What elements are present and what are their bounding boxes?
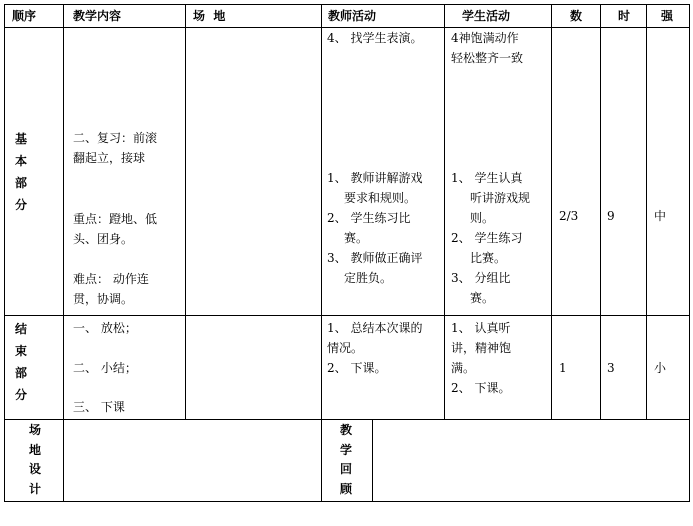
ending-intensity: 小: [654, 361, 667, 375]
basic-teacher-line2: 要求和规则。: [344, 191, 417, 205]
header-teacher: 教师活动: [328, 9, 377, 23]
rule-right: [689, 4, 690, 502]
ending-content-line3: 三、 下课: [73, 400, 125, 414]
rule-col1: [63, 4, 64, 502]
ending-student-line3: 满。: [451, 361, 476, 375]
header-content: 教学内容: [73, 9, 122, 23]
header-time: 时: [618, 9, 631, 23]
ending-count: 1: [559, 361, 567, 375]
basic-student-line5: 比赛。: [470, 251, 507, 265]
basic-student-line1: 1、 学生认真: [451, 171, 523, 185]
ending-content-line1: 一、 放松；: [73, 321, 137, 335]
venue-design-label: 场 地 设 计: [28, 423, 41, 496]
basic-teacher-line6: 定胜负。: [344, 271, 393, 285]
header-order: 顺序: [12, 9, 37, 23]
header-count: 数: [570, 9, 583, 23]
basic-student-top-line2: 轻松整齐一致: [451, 51, 524, 65]
rule-left: [4, 4, 5, 502]
rule-ending-bottom: [4, 419, 690, 420]
header-student: 学生活动: [462, 9, 511, 23]
basic-teacher-top: 4、 找学生表演。: [327, 31, 423, 45]
basic-student-line6: 3、 分组比: [451, 271, 511, 285]
rule-col6: [600, 4, 601, 420]
basic-student-top-line1: 4神饱满动作: [451, 31, 519, 45]
header-intensity: 强: [661, 9, 674, 23]
basic-student-line7: 赛。: [470, 291, 495, 305]
basic-difficult-points-line1: 难点： 动作连: [73, 272, 149, 286]
ending-teacher-line1: 1、 总结本次课的: [327, 321, 423, 335]
basic-teacher-line3: 2、 学生练习比: [327, 211, 411, 225]
basic-key-points-line2: 头、团身。: [73, 232, 134, 246]
ending-section-label: 结 束 部 分: [14, 322, 27, 402]
ending-teacher-line2: 情况。: [327, 341, 364, 355]
basic-content-line2: 翻起立，接球: [73, 151, 146, 165]
basic-student-line4: 2、 学生练习: [451, 231, 523, 245]
header-venue: 场 地: [193, 9, 226, 23]
basic-difficult-points-line2: 贯，协调。: [73, 292, 134, 306]
rule-col4: [444, 4, 445, 420]
rule-col5: [551, 4, 552, 420]
basic-teacher-line4: 赛。: [344, 231, 369, 245]
ending-student-line1: 1、 认真听: [451, 321, 511, 335]
ending-student-line4: 2、 下课。: [451, 381, 511, 395]
rule-col2: [185, 4, 186, 420]
basic-count: 2/3: [559, 209, 579, 223]
basic-key-points-line1: 重点：蹬地、低: [73, 212, 158, 226]
rule-footer-mid: [372, 419, 373, 502]
rule-col3: [321, 4, 322, 502]
ending-teacher-line3: 2、 下课。: [327, 361, 387, 375]
ending-time: 3: [607, 361, 615, 375]
basic-time: 9: [607, 209, 615, 223]
basic-teacher-line5: 3、 教师做正确评: [327, 251, 423, 265]
basic-student-line3: 则。: [470, 211, 495, 225]
basic-content-line1: 二、复习：前滚: [73, 131, 158, 145]
rule-top: [4, 4, 690, 5]
rule-col7: [646, 4, 647, 420]
basic-section-label: 基 本 部 分: [14, 132, 27, 212]
basic-teacher-line1: 1、 教师讲解游戏: [327, 171, 423, 185]
rule-basic-bottom: [4, 315, 690, 316]
basic-intensity: 中: [654, 209, 667, 223]
basic-student-line2: 听讲游戏规: [470, 191, 531, 205]
ending-content-line2: 二、 小结；: [73, 361, 137, 375]
rule-bottom: [4, 501, 690, 502]
ending-student-line2: 讲，精神饱: [451, 341, 512, 355]
reflection-label: 教 学 回 顾: [339, 423, 352, 496]
